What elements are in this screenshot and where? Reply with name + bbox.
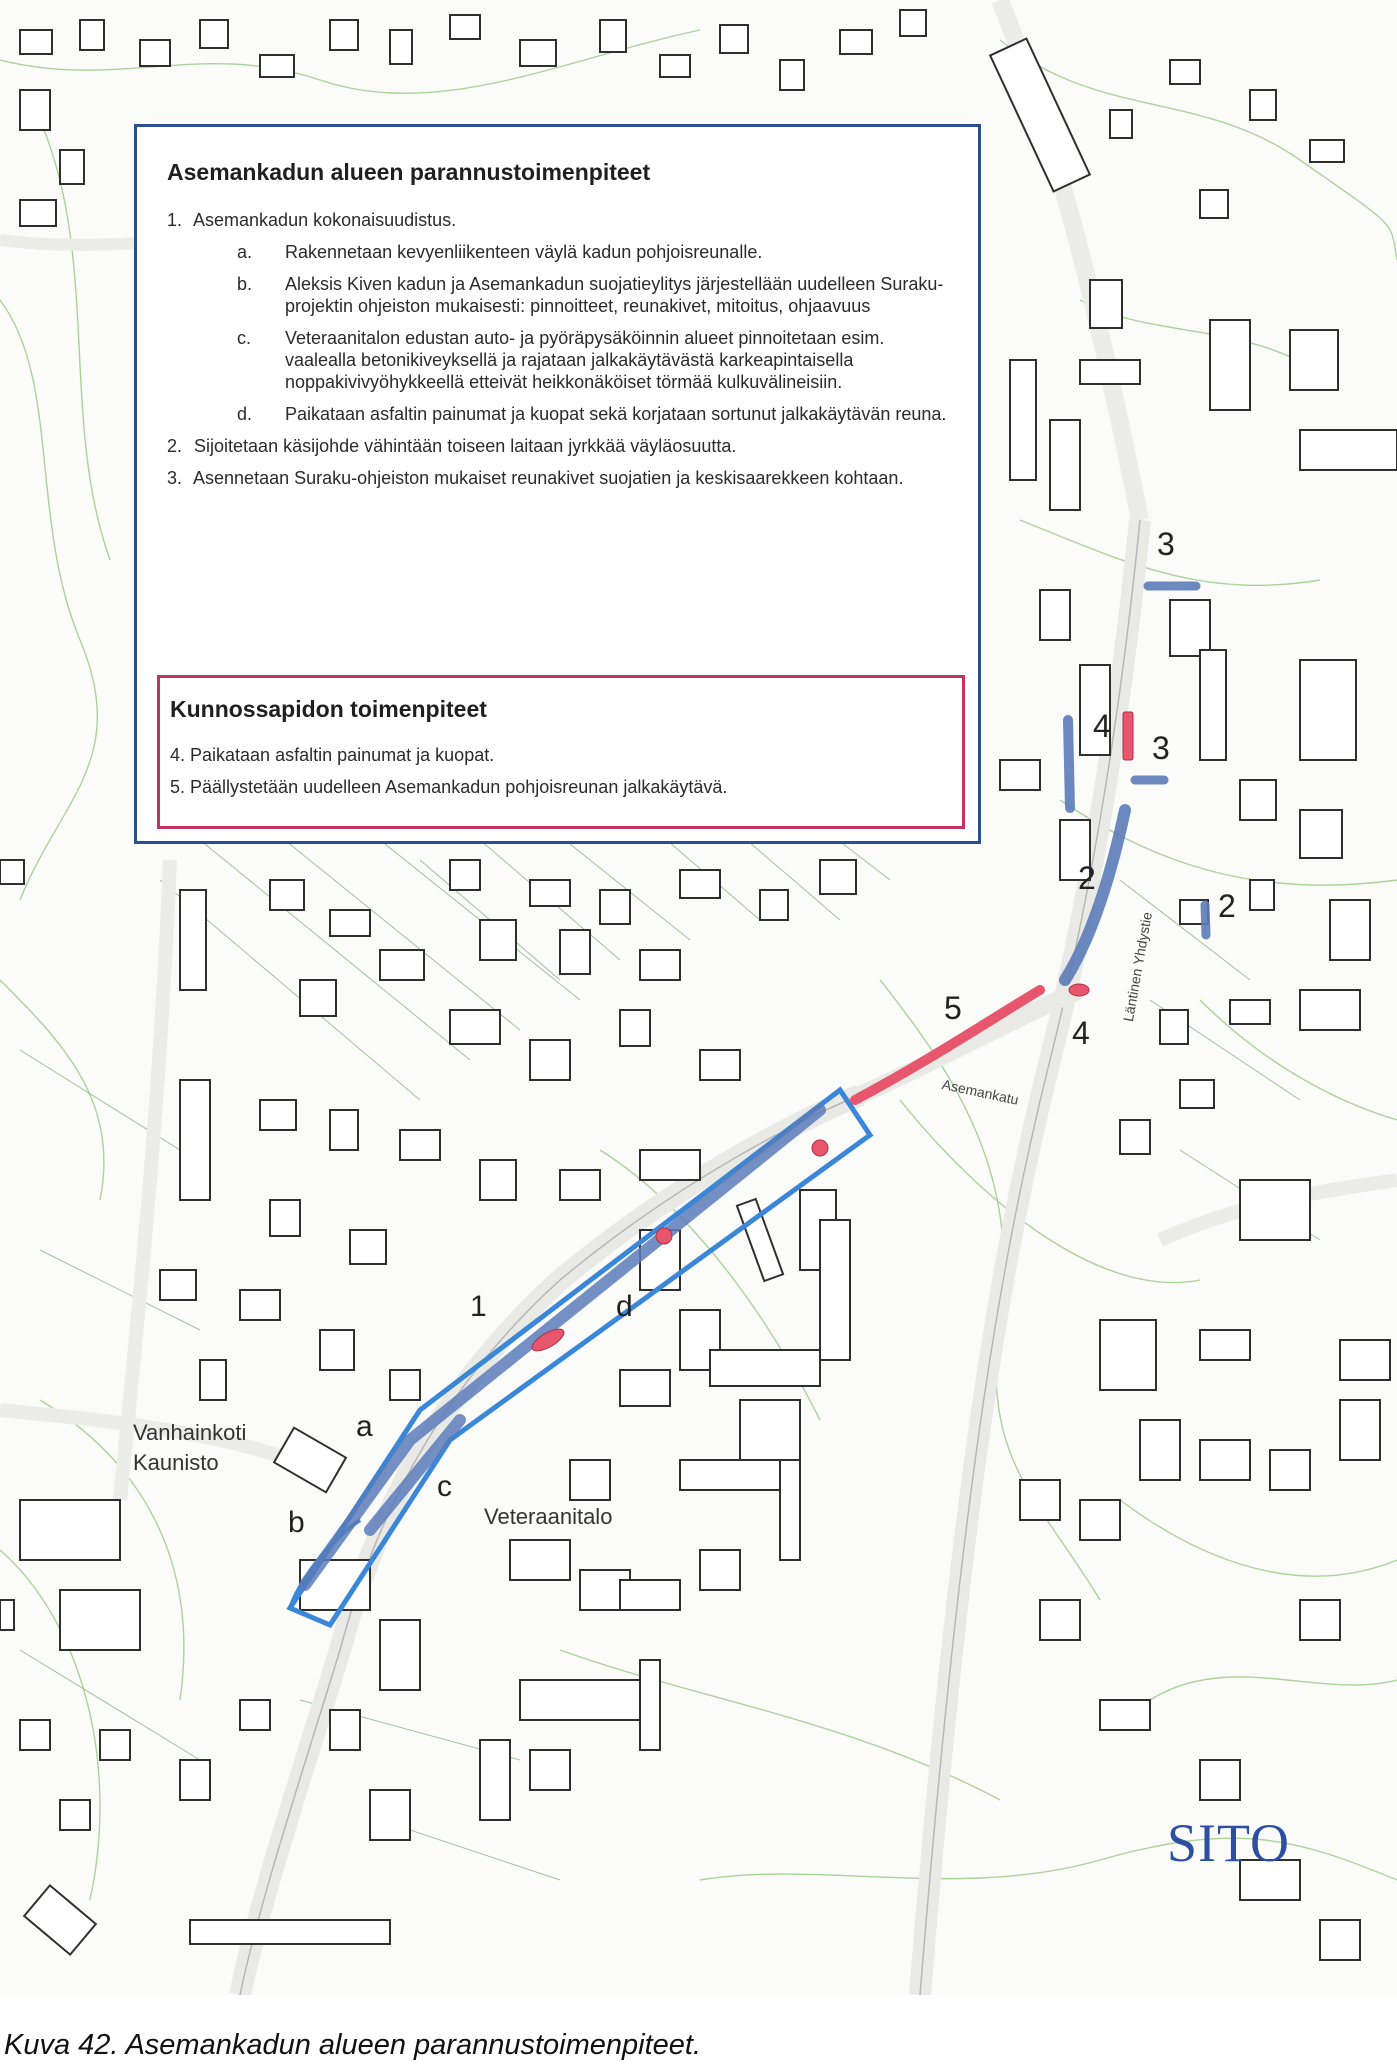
- legend-subitem-c-text: Veteraanitalon edustan auto- ja pyöräpysäköinnin alueet pinnoitetaan esim. vaalealla betonikiveyksellä ja rajataan jalkakäytävästä karkeapintaisella noppakivivyöhykkeellä etteivät heikkonäköiset törmää kulkuvälineisiin.: [285, 328, 885, 392]
- label-vanhainkoti: Vanhainkoti: [133, 1420, 247, 1445]
- legend-item-2-text: Sijoitetaan käsijohde vähintään toiseen laitaan jyrkkää väyläosuutta.: [194, 436, 737, 456]
- legend-item-3: [167, 467, 958, 489]
- label-b: b: [288, 1506, 305, 1539]
- legend-item-1-num: 1.: [167, 210, 183, 230]
- legend-item-2: [167, 435, 958, 457]
- legend-item-1-text: Asemankadun kokonaisuudistus.: [193, 210, 457, 230]
- maintenance-title: Kunnossapidon toimenpiteet: [170, 696, 487, 722]
- label-asemankatu: Asemankatu: [940, 1076, 1021, 1108]
- legend-item-3-text: Asennetaan Suraku-ohjeiston mukaiset reunakivet suojatien ja keskisaarekkeen kohtaan.: [193, 468, 904, 488]
- label-3a: 3: [1157, 526, 1175, 562]
- legend-subitem-b-text: Aleksis Kiven kadun ja Asemankadun suojatieylitys järjestellään uudelleen Suraku-projektin ohjeiston mukaisesti: pinnoitteet, reunakivet, mitoitus, ohjaavuus: [285, 274, 944, 316]
- maintenance-box: [157, 675, 965, 829]
- label-d: d: [616, 1290, 633, 1323]
- legend-list: [167, 209, 958, 499]
- legend-subitem-c-letter: c.: [237, 328, 252, 348]
- label-2a: 2: [1078, 860, 1096, 896]
- legend-title: Asemankadun alueen parannustoimenpiteet: [167, 159, 651, 185]
- legend-item-2-num: 2.: [167, 436, 183, 456]
- legend-subitem-d-letter: d.: [237, 404, 253, 424]
- label-2b: 2: [1218, 888, 1236, 924]
- label-a: a: [356, 1410, 373, 1443]
- maintenance-item-5: 5. Päällystetään uudelleen Asemankadun pohjoisreunan jalkakäytävä.: [170, 777, 728, 797]
- legend-subitem-a-letter: a.: [237, 242, 253, 262]
- legend-subitem-b: [167, 273, 958, 317]
- maintenance-item-4: 4. Paikataan asfaltin painumat ja kuopat.: [170, 745, 495, 765]
- label-4b: 4: [1072, 1015, 1090, 1051]
- label-1: 1: [470, 1290, 487, 1323]
- legend-item-3-num: 3.: [167, 468, 183, 488]
- figure-caption: Kuva 42. Asemankadun alueen parannustoimenpiteet.: [4, 2029, 702, 2061]
- label-veteraanitalo: Veteraanitalo: [484, 1504, 613, 1529]
- legend-subitem-b-letter: b.: [237, 274, 253, 294]
- label-5: 5: [944, 990, 962, 1026]
- label-4a: 4: [1093, 708, 1111, 744]
- legend-subitem-a-text: Rakennetaan kevyenliikenteen väylä kadun pohjoisreunalle.: [285, 242, 763, 262]
- maintenance-list: [170, 744, 727, 808]
- label-3b: 3: [1152, 730, 1170, 766]
- legend-subitem-c: [167, 327, 958, 393]
- legend-item-1: [167, 209, 958, 231]
- label-kaunisto: Kaunisto: [133, 1450, 219, 1475]
- sito-logo: SITO: [1167, 1813, 1291, 1873]
- legend-box: [134, 124, 981, 844]
- legend-subitem-d: [167, 403, 958, 425]
- legend-subitem-d-text: Paikataan asfaltin painumat ja kuopat sekä korjataan sortunut jalkakäytävän reuna.: [285, 404, 947, 424]
- legend-subitem-a: [167, 241, 958, 263]
- label-lantinen-yhdystie: Läntinen Yhdystie: [1120, 910, 1156, 1023]
- label-c: c: [437, 1470, 452, 1503]
